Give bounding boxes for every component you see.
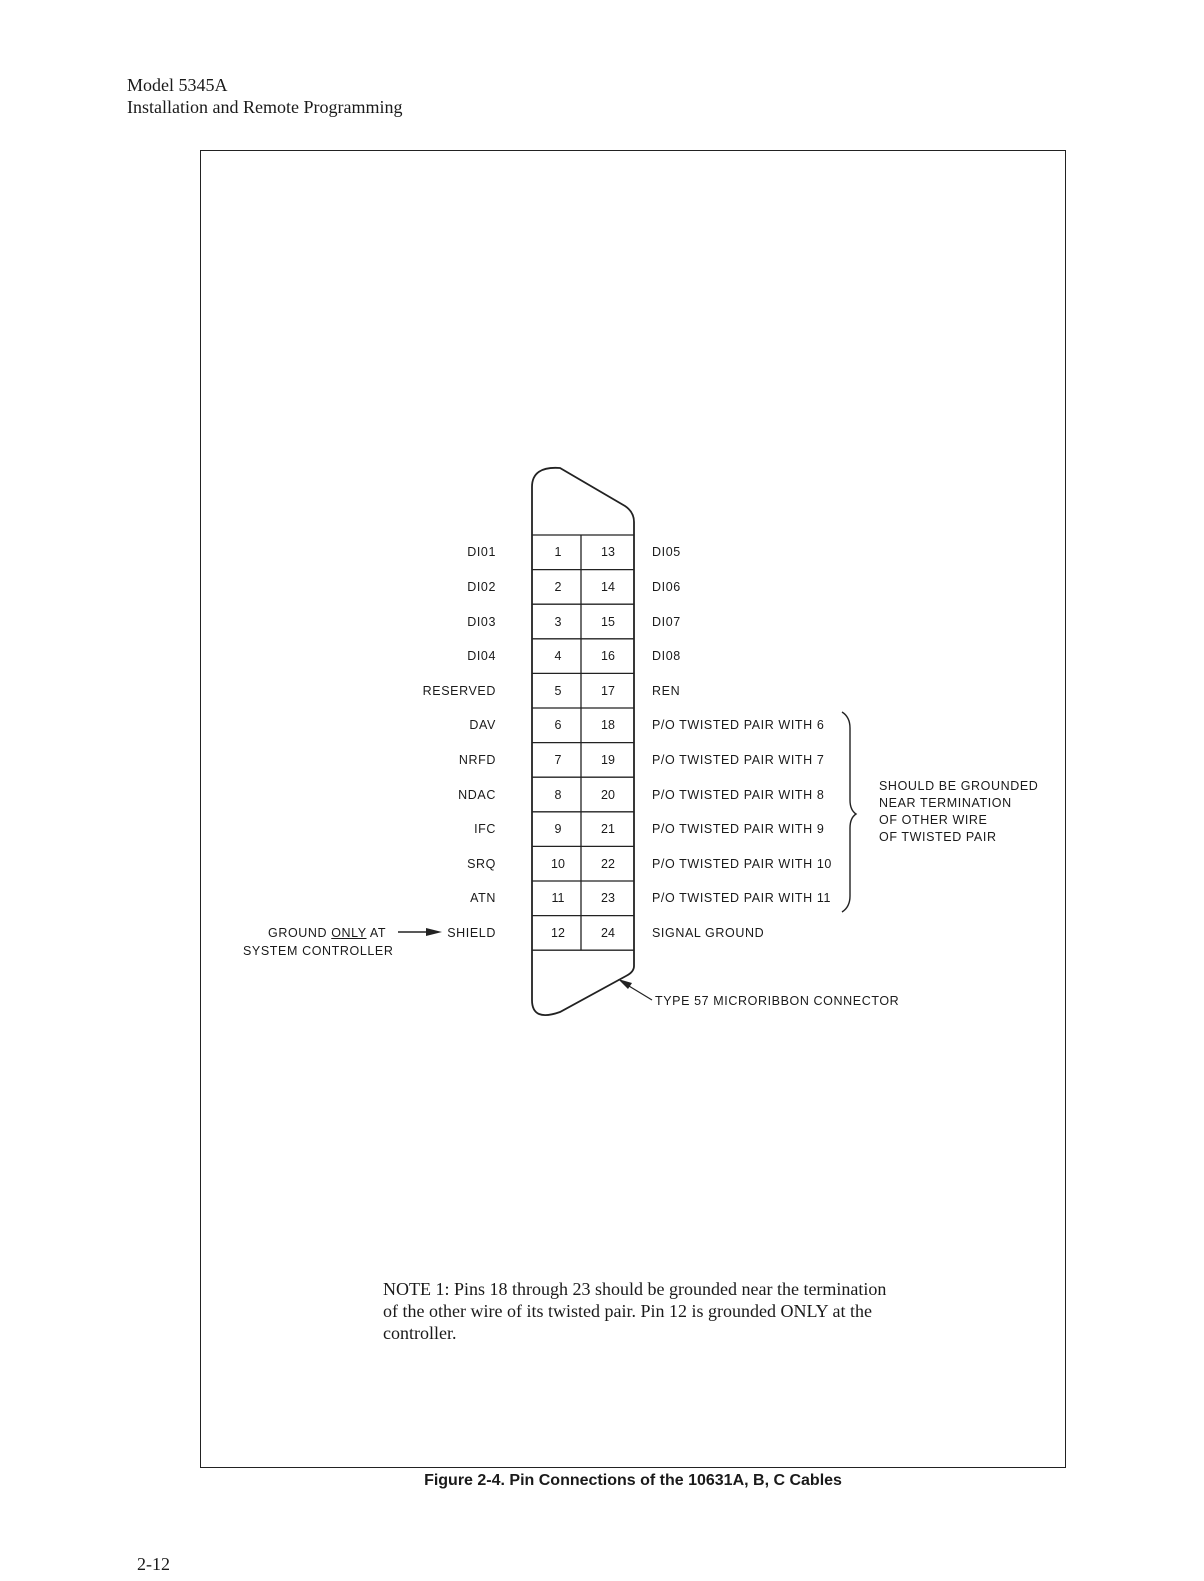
signal-label-right: SIGNAL GROUND xyxy=(652,925,765,940)
signal-label-right: P/O TWISTED PAIR WITH 8 xyxy=(652,787,825,802)
pin-number: 15 xyxy=(601,614,615,629)
pin-grid xyxy=(532,535,634,950)
signal-label-left: RESERVED xyxy=(422,683,496,698)
pin-number: 24 xyxy=(601,925,615,940)
ground-note-line1: GROUND ONLY AT xyxy=(268,926,387,940)
pin-number: 10 xyxy=(551,856,565,871)
signal-label-left: DI01 xyxy=(467,545,496,560)
page-number: 2-12 xyxy=(137,1554,170,1574)
signal-label-right: DI07 xyxy=(652,614,681,629)
pin-number: 13 xyxy=(601,545,615,560)
pin-number: 2 xyxy=(554,579,562,594)
pin-number: 22 xyxy=(601,856,615,871)
pin-number: 7 xyxy=(554,752,562,767)
note-1: NOTE 1: Pins 18 through 23 should be grounded near the termination of the other wire of its twisted pair. Pin 12 is grounded ONLY at the controller. xyxy=(383,1279,887,1343)
signal-label-left: DI04 xyxy=(467,649,496,664)
signal-label-right: DI08 xyxy=(652,649,681,664)
signal-label-right: DI06 xyxy=(652,579,681,594)
pin-number: 11 xyxy=(551,891,565,906)
signal-label-left: DI03 xyxy=(467,614,496,629)
pin-number: 4 xyxy=(554,649,562,664)
pin-number: 9 xyxy=(554,822,562,837)
pin-number: 3 xyxy=(554,614,562,629)
pin-number: 20 xyxy=(601,787,615,802)
pin-number: 1 xyxy=(554,545,562,560)
header-section: Installation and Remote Programming xyxy=(127,97,403,117)
pin-number: 18 xyxy=(601,718,615,733)
signal-label-right: P/O TWISTED PAIR WITH 6 xyxy=(652,718,825,733)
signal-label-left: NRFD xyxy=(458,752,496,767)
signal-label-left: ATN xyxy=(470,891,496,906)
pin-number: 16 xyxy=(601,649,615,664)
header-model: Model 5345A xyxy=(127,75,228,95)
signal-label-left: SHIELD xyxy=(447,925,496,940)
pin-number: 21 xyxy=(601,822,615,837)
signal-label-left: NDAC xyxy=(458,787,496,802)
signal-label-right: REN xyxy=(652,683,681,698)
brace-note-line4: OF TWISTED PAIR xyxy=(879,830,997,844)
brace-note-line1: SHOULD BE GROUNDED xyxy=(879,779,1039,793)
pin-number: 19 xyxy=(601,752,615,767)
signal-label-left: IFC xyxy=(474,822,496,837)
pin-number: 6 xyxy=(554,718,562,733)
twisted-pair-brace xyxy=(842,712,856,912)
signal-label-right: DI05 xyxy=(652,545,681,560)
pin-number: 17 xyxy=(601,683,615,698)
signal-label-right: P/O TWISTED PAIR WITH 11 xyxy=(652,891,831,906)
signal-label-right: P/O TWISTED PAIR WITH 7 xyxy=(652,752,825,767)
figure-caption: Figure 2-4. Pin Connections of the 10631A, B, C Cables xyxy=(424,1472,842,1489)
ground-note-line2: SYSTEM CONTROLLER xyxy=(243,944,394,958)
pin-number: 14 xyxy=(601,579,615,594)
signal-label-right: P/O TWISTED PAIR WITH 9 xyxy=(652,822,825,837)
pin-number: 5 xyxy=(554,683,562,698)
connector-label: TYPE 57 MICRORIBBON CONNECTOR xyxy=(655,994,900,1008)
signal-label-left: DI02 xyxy=(467,579,496,594)
pin-number: 8 xyxy=(554,787,562,802)
signal-label-left: DAV xyxy=(469,718,496,733)
connector-pointer-head xyxy=(618,979,632,989)
pin-number: 23 xyxy=(601,891,615,906)
pin-number: 12 xyxy=(551,925,565,940)
signal-label-right: P/O TWISTED PAIR WITH 10 xyxy=(652,856,832,871)
signal-label-left: SRQ xyxy=(467,856,496,871)
brace-note-line3: OF OTHER WIRE xyxy=(879,813,988,827)
brace-note-line2: NEAR TERMINATION xyxy=(879,796,1012,810)
